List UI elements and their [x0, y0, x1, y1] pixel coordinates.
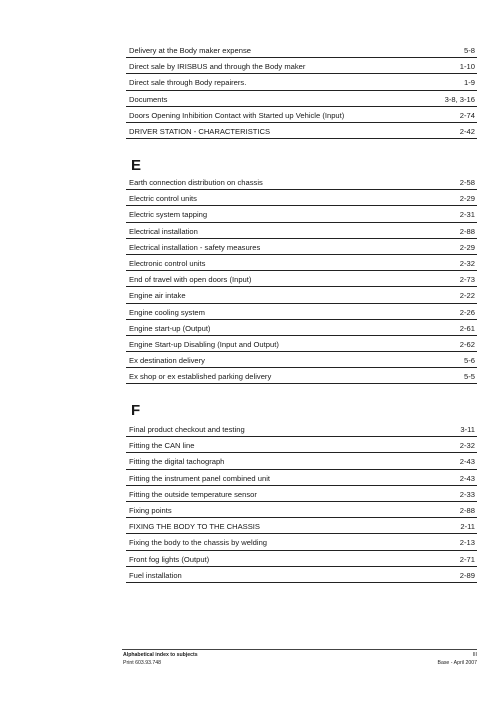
entry-page-ref: 2-42 [459, 126, 475, 136]
entry-label: DRIVER STATION - CHARACTERISTICS [129, 126, 271, 136]
entry-page-ref: 2-22 [459, 291, 475, 301]
entry-page-ref: 2-88 [459, 226, 475, 236]
index-entry [126, 518, 477, 534]
footer-left [123, 652, 198, 667]
entry-page-ref: 2-11 [460, 522, 475, 532]
section-d-entries [126, 42, 477, 139]
footer-right [437, 652, 477, 667]
entry-page-ref: 2-32 [459, 258, 475, 268]
index-entry [126, 567, 477, 583]
entry-label: Electronic control units [129, 258, 206, 268]
entry-label: Electric system tapping [129, 210, 208, 220]
entry-label: FIXING THE BODY TO THE CHASSIS [129, 522, 260, 532]
entry-label: Direct sale through Body repairers. [129, 78, 247, 88]
entry-page-ref: 2-32 [459, 441, 475, 451]
index-entry [126, 42, 477, 58]
footer-divider [122, 649, 477, 650]
entry-label: Fitting the instrument panel combined unit [129, 473, 270, 483]
entry-page-ref: 2-89 [459, 570, 475, 580]
entry-label: Front fog lights (Output) [129, 554, 210, 564]
index-entry [126, 551, 477, 567]
index-entry [126, 91, 477, 107]
entry-label: Engine start-up (Output) [129, 323, 211, 333]
entry-label: Electrical installation - safety measures [129, 242, 261, 252]
entry-label: Fitting the CAN line [129, 441, 195, 451]
entry-page-ref: 3-8, 3-16 [444, 94, 475, 104]
footer-print-code: Print 603.93.748 [123, 659, 162, 666]
index-entry [126, 58, 477, 74]
section-letter-f: F [131, 402, 141, 419]
index-entry [126, 239, 477, 255]
footer-edition: Base - April 2007 [437, 659, 477, 666]
index-entry [126, 534, 477, 550]
entry-page-ref: 2-73 [459, 275, 475, 285]
entry-page-ref: 2-61 [459, 323, 475, 333]
section-e-entries [126, 174, 477, 384]
entry-label: Electric control units [129, 194, 197, 204]
index-entry [126, 320, 477, 336]
entry-label: Ex destination delivery [129, 356, 205, 366]
entry-label: Fitting the digital tachograph [129, 457, 225, 467]
entry-page-ref: 2-43 [459, 457, 475, 467]
index-entry [126, 304, 477, 320]
entry-label: Fitting the outside temperature sensor [129, 489, 257, 499]
entry-label: Delivery at the Body maker expense [129, 46, 251, 55]
entry-page-ref: 2-58 [459, 178, 475, 187]
entry-page-ref: 5-6 [464, 356, 475, 366]
index-entry [126, 271, 477, 287]
index-entry [126, 437, 477, 453]
index-entry [126, 352, 477, 368]
section-letter-e: E [131, 157, 142, 174]
entry-page-ref: 2-29 [459, 242, 475, 252]
index-entry [126, 206, 477, 222]
index-entry [126, 190, 477, 206]
entry-label: End of travel with open doors (Input) [129, 275, 252, 285]
index-entry [126, 287, 477, 303]
index-entry [126, 336, 477, 352]
index-entry [126, 368, 477, 384]
entry-label: Final product checkout and testing [129, 425, 245, 434]
index-entry [126, 421, 477, 437]
entry-page-ref: 2-62 [459, 339, 475, 349]
entry-label: Fuel installation [129, 570, 182, 580]
entry-label: Engine air intake [129, 291, 186, 301]
entry-page-ref: 2-31 [459, 210, 475, 220]
index-entry [126, 255, 477, 271]
footer-page-number: III [472, 652, 477, 658]
entry-label: Engine cooling system [129, 307, 205, 317]
entry-label: Engine Start-up Disabling (Input and Output) [129, 339, 279, 349]
entry-page-ref: 2-33 [459, 489, 475, 499]
entry-label: Earth connection distribution on chassis [129, 178, 263, 187]
index-entry [126, 174, 477, 190]
entry-page-ref: 2-88 [459, 505, 475, 515]
entry-page-ref: 2-26 [459, 307, 475, 317]
entry-page-ref: 3-11 [460, 425, 475, 434]
entry-page-ref: 2-13 [459, 538, 475, 548]
entry-page-ref: 5-8 [464, 46, 475, 55]
footer-title: Alphabetical index to subjects [123, 652, 198, 658]
entry-label: Documents [129, 94, 168, 104]
index-entry [126, 502, 477, 518]
entry-page-ref: 1-10 [459, 62, 475, 72]
entry-label: Direct sale by IRISBUS and through the Body maker [129, 62, 306, 72]
index-entry [126, 486, 477, 502]
section-f-entries [126, 421, 477, 583]
entry-page-ref: 1-9 [464, 78, 475, 88]
index-entry [126, 74, 477, 90]
entry-label: Fixing points [129, 505, 172, 515]
entry-page-ref: 2-29 [459, 194, 475, 204]
entry-label: Doors Opening Inhibition Contact with Started up Vehicle (Input) [129, 110, 345, 120]
index-entry [126, 470, 477, 486]
entry-label: Ex shop or ex established parking delivery [129, 372, 272, 382]
entry-label: Electrical installation [129, 226, 198, 236]
entry-page-ref: 5-5 [464, 372, 475, 382]
index-entry [126, 223, 477, 239]
index-entry [126, 123, 477, 139]
entry-label: Fixing the body to the chassis by welding [129, 538, 268, 548]
entry-page-ref: 2-71 [459, 554, 475, 564]
entry-page-ref: 2-74 [459, 110, 475, 120]
entry-page-ref: 2-43 [459, 473, 475, 483]
index-entry [126, 453, 477, 469]
index-entry [126, 107, 477, 123]
